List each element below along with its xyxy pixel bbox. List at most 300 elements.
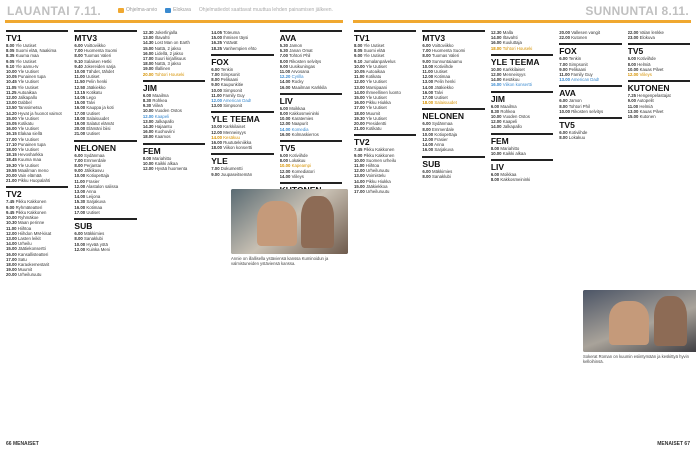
- channel-name: MTV3: [74, 30, 136, 43]
- program-title: Talvi: [86, 100, 95, 106]
- program-title: Elokuva: [639, 35, 655, 41]
- channel-name: FOX: [211, 54, 273, 67]
- channel-block: [74, 30, 136, 137]
- program-time: 10.00: [627, 66, 639, 72]
- channel-block: [74, 218, 136, 252]
- program-title: Urheiluruutu: [17, 272, 42, 278]
- program-title: Karkkilaiset: [502, 66, 525, 72]
- program-title: Lokakuu: [568, 135, 586, 141]
- program-title: Suomi elää, Naakima: [15, 48, 57, 54]
- program-title: Hiihtoa: [365, 163, 380, 169]
- program-time: 12.00: [490, 72, 502, 78]
- program-time: 14.00: [490, 77, 502, 83]
- program-time: 19.00: [74, 121, 86, 127]
- program-time: 8.00: [74, 53, 83, 59]
- channel-name: TV1: [6, 30, 68, 43]
- program-title: Urheiluruutu: [365, 189, 390, 195]
- program-title: Pikku Kakkonen: [15, 209, 47, 215]
- program-title: Nattä, 2 jakso: [154, 45, 182, 51]
- channel-name: NELONEN: [422, 108, 484, 121]
- program-title: Toteuma: [223, 30, 240, 35]
- program-title: Kuuma maa: [17, 157, 42, 163]
- program-time: 14.00: [279, 79, 291, 85]
- program-time: 10.00: [354, 157, 365, 163]
- program-listing: [211, 145, 273, 150]
- program-time: 17.00: [354, 189, 365, 195]
- program-title: Tohtori Phil: [289, 53, 311, 59]
- program-time: 14.00: [490, 124, 502, 130]
- program-title: Viileys: [291, 173, 304, 179]
- channel-block: [280, 93, 342, 137]
- program-title: Viileä: [152, 103, 163, 109]
- photo-caption: Annie on illallisella ystäviensä kanssa Kuminoidun ja valmistuneiden ystäviensä kanssa.: [231, 256, 329, 267]
- program-title: Rohkea: [500, 108, 516, 114]
- channel-name: YLE TEEMA: [211, 111, 273, 124]
- program-time: 12.00: [279, 121, 291, 127]
- program-time: 14.00: [74, 194, 86, 200]
- channel-block: [6, 30, 68, 183]
- program-time: 8.00: [490, 145, 500, 151]
- program-title: Kuuma maa: [15, 53, 39, 59]
- channel-block: [559, 117, 621, 140]
- program-title: Autoaikaa: [365, 69, 385, 75]
- program-time: 8.00: [422, 126, 431, 132]
- program-time: 17.10: [6, 141, 17, 147]
- program-time: 6.30: [279, 48, 288, 54]
- program-time: 11.00: [354, 74, 365, 80]
- program-title: Yle Uutiset: [365, 63, 387, 69]
- program-time: 16.00: [490, 82, 502, 88]
- program-title: Pelin henki: [434, 79, 456, 85]
- program-title: Hyvat ja huonot vaimot: [17, 110, 62, 116]
- program-time: 14.00: [490, 35, 502, 41]
- program-title: Ryhmäteatteri: [15, 204, 43, 210]
- channel-name: TV2: [6, 186, 68, 199]
- schedule-column: [354, 30, 416, 436]
- program-title: Yle Uutiset: [17, 69, 39, 75]
- program-title: Yle Uutiset: [17, 162, 39, 168]
- program-title: Komediatori: [291, 168, 315, 174]
- program-title: Simpsonit: [220, 72, 240, 78]
- program-title: Naapurit: [291, 121, 308, 127]
- program-title: Helmiä: [639, 103, 653, 109]
- program-time: 10.00: [74, 69, 86, 75]
- program-time: 15.00: [211, 35, 222, 41]
- program-title: Kotimaa: [434, 74, 451, 80]
- program-title: Yle Uutiset: [365, 105, 387, 111]
- program-title: Frasier: [86, 178, 100, 184]
- program-time: 18.00: [142, 134, 154, 140]
- program-title: Illallinen: [154, 66, 171, 72]
- program-time: 7.45: [354, 147, 363, 153]
- program-time: 12.00: [142, 166, 154, 172]
- program-time: 11.00: [559, 72, 570, 78]
- program-title: Tohtori Phil: [568, 103, 590, 109]
- program-time: 17.00: [422, 95, 434, 101]
- program-title: Ryhmäkoe: [17, 215, 39, 221]
- program-title: Tuomas Valeri: [431, 53, 460, 59]
- program-title: Pelikaani: [220, 77, 239, 83]
- program-time: 21.00: [354, 126, 365, 132]
- program-time: 13.15: [74, 89, 86, 95]
- program-time: 18.00: [422, 100, 434, 106]
- program-title: Kesäkuu: [502, 77, 520, 83]
- program-title: Frasier: [434, 137, 448, 143]
- program-title: Uutiset: [434, 69, 448, 75]
- program-time: 7.00: [74, 157, 83, 163]
- program-title: Mariahitto: [500, 145, 520, 151]
- program-title: Viileys: [639, 72, 652, 78]
- program-title: Lost Man on Earth: [154, 40, 190, 46]
- program-time: 6.00: [559, 56, 568, 62]
- program-time: 6.00: [279, 105, 288, 111]
- channel-block: [211, 153, 273, 176]
- program-title: Uutiset: [86, 74, 100, 80]
- program-time: 20.00: [142, 71, 154, 77]
- program-title: Karkkilaiset: [223, 124, 246, 130]
- program-title: Moikkaa: [500, 172, 517, 178]
- program-title: Moikkaa: [289, 105, 306, 111]
- program-title: Tanssimetsa: [17, 105, 42, 111]
- program-time: 14.00: [422, 84, 434, 90]
- program-time: 8.00: [279, 111, 288, 117]
- program-time: 15.00: [354, 183, 365, 189]
- program-time: 12.00: [6, 230, 17, 236]
- program-title: Sarjakuva: [434, 147, 454, 153]
- program-time: 19.30: [354, 115, 365, 121]
- program-time: 12.00: [490, 119, 502, 125]
- channel-block: [422, 108, 484, 152]
- program-title: Yle Uutiset: [363, 53, 385, 59]
- program-time: 22.00: [627, 30, 639, 35]
- program-time: 7.00: [279, 53, 288, 59]
- program-title: Jokereiden sarja: [83, 63, 116, 69]
- schedule-column: [491, 30, 553, 436]
- program-title: Satu: [17, 256, 27, 262]
- channel-name: LIV: [491, 159, 553, 172]
- program-title: Kotikatu: [17, 121, 34, 127]
- program-time: 16.00: [74, 105, 86, 111]
- channel-name: NELONEN: [74, 140, 136, 153]
- program-title: Salaisuudet: [86, 115, 109, 121]
- channel-name: AVA: [280, 30, 342, 43]
- program-time: 10.30: [6, 220, 17, 226]
- program-listing: [491, 177, 553, 182]
- program-title: Rikosten selvitys: [571, 108, 604, 114]
- program-time: 10.45: [6, 79, 17, 85]
- program-title: Jalkapallo: [17, 95, 38, 101]
- program-time: 16.00: [6, 126, 17, 132]
- channel-block: [6, 186, 68, 277]
- program-title: Kaikki alkaa: [154, 160, 178, 166]
- program-title: Family Guy: [222, 92, 245, 98]
- program-title: Viikon konsertti: [502, 82, 532, 88]
- channel-name: AVA: [559, 85, 621, 98]
- program-title: Talvi: [434, 89, 443, 95]
- program-listing: [74, 131, 136, 136]
- program-listing: [143, 166, 205, 171]
- legend-label: Elokuva: [173, 7, 191, 13]
- program-time: 19.30: [6, 162, 17, 168]
- program-time: 14.05: [74, 95, 86, 101]
- program-title: Hajaantu: [154, 124, 172, 130]
- program-title: Jumalanpalvelus: [363, 58, 396, 64]
- channel-name: FOX: [559, 43, 621, 56]
- program-title: Kaamos: [154, 134, 171, 140]
- program-time: 9.10: [74, 58, 83, 64]
- channel-block: [143, 30, 205, 77]
- day-title: SUNNUNTAI 8.11.: [585, 4, 689, 18]
- program-time: 16.00: [422, 147, 434, 153]
- program-title: Kotiviihde: [568, 130, 588, 136]
- program-title: Kakkosmeininki: [500, 177, 531, 183]
- program-title: Urheiluruutu: [365, 168, 390, 174]
- program-time: 12.00: [422, 137, 434, 143]
- program-title: Yle Uutiset: [365, 79, 387, 85]
- program-title: Elakaa siellä: [17, 131, 43, 137]
- program-title: Perjantai: [83, 163, 101, 169]
- program-time: 10.00: [559, 108, 570, 114]
- program-listing: [422, 147, 484, 152]
- channel-name: TV1: [354, 30, 416, 43]
- program-time: 13.00: [211, 103, 222, 109]
- program-title: Anna: [434, 142, 445, 148]
- program-time: 16.00: [74, 204, 86, 210]
- program-time: 14.00: [211, 134, 222, 140]
- program-time: 15.00: [142, 45, 154, 51]
- program-title: Maan perinne: [17, 220, 45, 226]
- program-time: 13.00: [559, 77, 570, 83]
- program-title: Yle Uutiset: [365, 95, 387, 101]
- program-time: 6.00: [490, 103, 500, 109]
- program-title: Tohtori Houseki: [502, 45, 533, 51]
- program-time: 9.45: [6, 209, 15, 215]
- legend: [118, 7, 333, 13]
- program-title: Rikosten selvitys: [289, 58, 322, 64]
- legend-label: Ohjelma-arvio: [126, 7, 158, 13]
- program-time: 11.00: [74, 178, 85, 184]
- program-time: 9.00: [6, 204, 15, 210]
- program-time: 11.00: [6, 225, 17, 231]
- right-page: [348, 0, 696, 450]
- program-title: Sanaklubi: [83, 236, 103, 242]
- program-title: Hengenpelastajat: [637, 93, 671, 99]
- program-time: 10.00: [142, 108, 154, 114]
- program-title: Jamon: [568, 98, 582, 104]
- program-time: 7.00: [74, 48, 83, 54]
- channel-name: FEM: [491, 133, 553, 146]
- channel-name: YLE: [211, 153, 273, 166]
- program-title: Sydänmaa: [431, 121, 453, 127]
- channel-name: KUTONEN: [628, 80, 690, 93]
- program-title: Pikku Kakkonen: [15, 199, 47, 205]
- program-time: 15.30: [74, 199, 86, 205]
- program-time: 10.00: [6, 69, 17, 75]
- program-time: 22.00: [559, 35, 570, 41]
- program-time: 10.00: [422, 63, 434, 69]
- channel-name: TV5: [559, 117, 621, 130]
- program-time: 8.00: [490, 177, 500, 183]
- program-title: Yle Uutiset: [15, 43, 37, 48]
- program-title: Yle Uutiset: [17, 115, 39, 121]
- program-time: 8.00: [279, 58, 288, 64]
- channel-block: [143, 80, 205, 140]
- channel-name: SUB: [422, 156, 484, 169]
- day-title: LAUANTAI 7.11.: [7, 4, 101, 18]
- program-title: Karatemies: [291, 116, 314, 122]
- program-title: Yle Uutiset: [17, 84, 39, 90]
- program-title: Tuomas Valeri: [83, 53, 112, 59]
- program-time: 6.00: [627, 56, 636, 62]
- program-title: Jääkiekko: [434, 84, 454, 90]
- program-time: 13.50: [6, 105, 17, 111]
- channel-name: JIM: [143, 80, 205, 93]
- program-title: Muumit: [17, 267, 33, 273]
- schedule-column: [74, 30, 136, 436]
- program-time: 18.00: [142, 61, 154, 67]
- program-time: 14.00: [354, 178, 365, 184]
- program-title: Vuoden Ostos: [502, 114, 530, 120]
- program-title: Jääkiekkoa: [365, 183, 388, 189]
- program-time: 12.30: [142, 30, 154, 35]
- program-title: Maailman meno: [17, 167, 49, 173]
- program-listing: [491, 151, 553, 156]
- program-time: 9.00: [211, 82, 220, 88]
- channel-block: [74, 140, 136, 215]
- program-title: Rocky: [291, 79, 304, 85]
- program-time: 9.00: [559, 66, 568, 72]
- program-title: Voimistelu: [365, 173, 386, 179]
- program-title: Rohkea: [152, 98, 168, 104]
- channel-block: [143, 143, 205, 172]
- program-title: Simpsonit: [223, 103, 243, 109]
- program-title: Kotiviihde: [434, 63, 454, 69]
- page-number: 66 MENAISET: [6, 441, 39, 447]
- program-time: 8.00: [142, 155, 152, 161]
- program-title: Yle Uutiset: [363, 43, 385, 48]
- program-time: 9.00: [354, 152, 363, 158]
- program-time: 21.00: [74, 131, 86, 137]
- program-listing: [143, 72, 205, 77]
- program-time: 18.00: [211, 145, 222, 151]
- program-time: 13.00: [354, 173, 365, 179]
- program-title: Sarjakuva: [86, 199, 106, 205]
- program-title: Menneisyys: [223, 129, 246, 135]
- program-title: Tenkin: [220, 66, 234, 72]
- program-time: 17.00: [142, 56, 154, 62]
- schedule-column: [422, 30, 484, 436]
- program-time: 5.30: [279, 43, 288, 48]
- program-time: 6.00: [74, 231, 83, 237]
- program-time: 16.00: [279, 84, 291, 90]
- program-title: Uutiset: [86, 110, 100, 116]
- program-time: 12.00: [142, 113, 154, 119]
- program-time: 7.00: [211, 72, 220, 78]
- program-time: 20.00: [74, 126, 86, 132]
- schedule-column: [143, 30, 205, 436]
- schedule-column: [628, 30, 690, 436]
- program-title: Jamon: [289, 43, 303, 48]
- program-title: Maailma: [152, 92, 169, 98]
- program-time: 9.30: [142, 103, 152, 109]
- page-header: [5, 3, 343, 23]
- program-time: 15.00: [74, 100, 86, 106]
- program-time: 8.00: [422, 53, 431, 59]
- program-time: 6.00: [559, 98, 568, 104]
- program-title: Kauas Pilvet: [639, 66, 664, 72]
- program-time: 15.00: [6, 115, 17, 121]
- program-time: 12.00: [211, 129, 222, 135]
- program-title: Jäätiekonsertti: [17, 246, 46, 252]
- program-time: 10.00: [74, 173, 86, 179]
- program-time: 9.00: [422, 58, 431, 64]
- program-time: 8.00: [74, 163, 83, 169]
- program-time: 6.00: [422, 121, 431, 127]
- program-time: 11.00: [627, 103, 639, 109]
- program-title: Sunnuntaiaamu: [431, 58, 463, 64]
- program-title: Lasten leikit: [17, 235, 41, 241]
- program-title: Vain elämää: [17, 173, 42, 179]
- program-title: Kotikatu: [86, 89, 102, 95]
- program-time: 19.00: [6, 267, 17, 273]
- program-time: 9.00: [74, 168, 83, 174]
- channel-name: SUB: [74, 218, 136, 231]
- program-time: 18.45: [6, 157, 17, 163]
- program-title: Nattä, 3 jakso: [154, 61, 182, 67]
- channel-block: [422, 30, 484, 105]
- program-time: 13.00: [627, 108, 639, 114]
- program-listing: [559, 77, 621, 82]
- program-time: 14.00: [6, 241, 17, 247]
- program-time: 8.30: [142, 98, 152, 104]
- channel-name: TV5: [628, 43, 690, 56]
- program-time: 10.00: [490, 114, 502, 120]
- program-time: 10.00: [354, 63, 365, 69]
- channel-block: [491, 133, 553, 156]
- program-title: Family Guy: [570, 72, 593, 78]
- program-listing: [280, 132, 342, 137]
- program-time: 15.05: [6, 121, 17, 127]
- program-time: 17.00: [6, 136, 17, 142]
- program-listing: [559, 35, 621, 40]
- program-time: 9.10: [6, 63, 15, 69]
- program-title: Kauas Pilvet: [639, 108, 664, 114]
- program-time: 7.45: [6, 199, 15, 205]
- program-time: 9.00: [279, 63, 288, 69]
- program-time: 11.05: [6, 84, 17, 90]
- program-time: 18.00: [354, 110, 365, 116]
- program-time: 18.00: [74, 115, 86, 121]
- program-title: Arvosana: [291, 69, 310, 75]
- program-listing: [422, 174, 484, 179]
- program-time: 14.30: [142, 124, 154, 130]
- program-title: Kakkosmeininki: [289, 111, 320, 117]
- program-title: Ystävät: [223, 40, 238, 46]
- program-time: 18.00: [6, 147, 17, 153]
- program-title: Anna: [86, 189, 97, 195]
- program-time: 7.00: [211, 166, 220, 172]
- program-listing: [211, 103, 273, 108]
- channel-block: [422, 156, 484, 179]
- program-title: Yle Uutiset: [17, 79, 39, 85]
- program-title: Salaisuudet: [434, 100, 457, 106]
- program-title: Presidentti: [365, 121, 387, 127]
- program-listing: [6, 272, 68, 277]
- program-time: 10.00: [211, 124, 222, 130]
- program-time: 10.00: [74, 241, 86, 247]
- program-time: 14.30: [142, 40, 154, 46]
- program-title: Sydänmaa: [83, 152, 105, 158]
